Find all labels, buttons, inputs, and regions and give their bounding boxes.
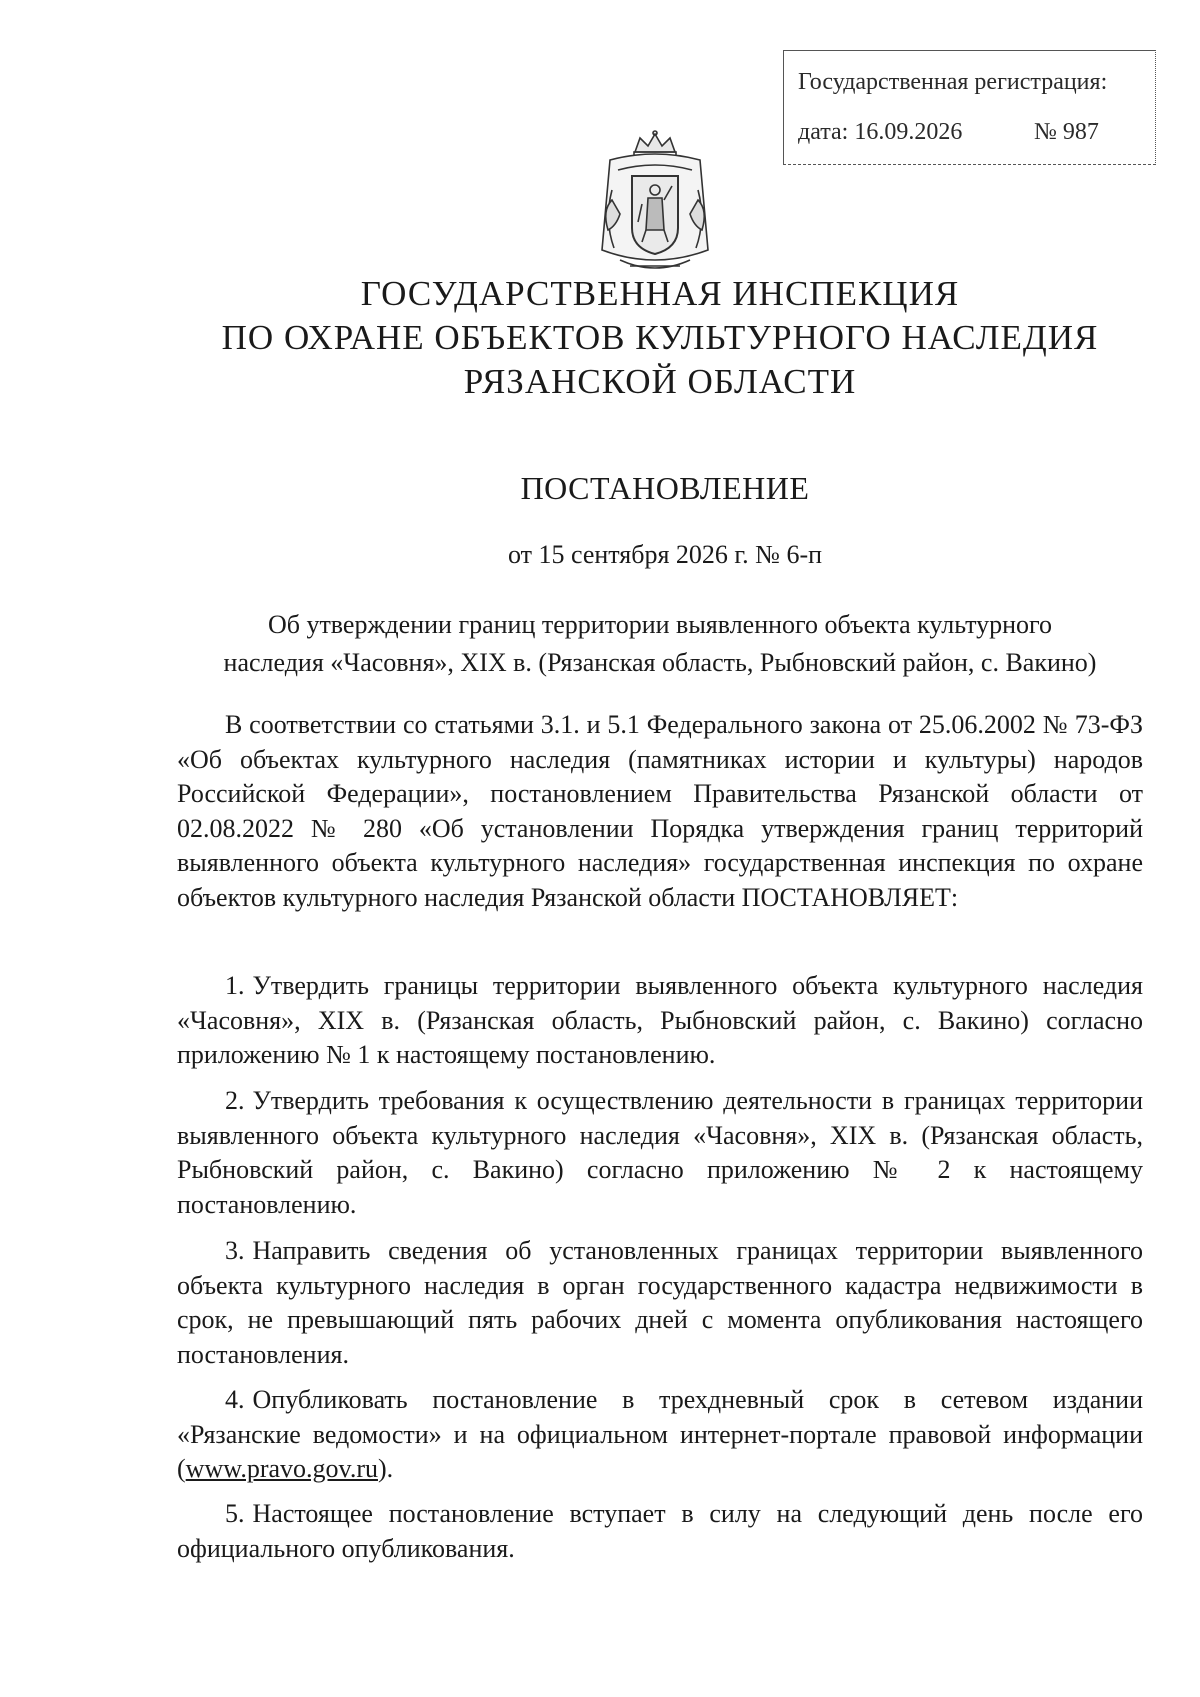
clause-text: Опубликовать постановление в трехдневный срок в сетевом издании «Рязанские ведомости» и на официальном интернет-портале правовой информации ( (177, 1385, 1143, 1483)
subject-line-1: Об утверждении границ территории выявленного объекта культурного (267, 610, 1053, 639)
clause-1 (177, 969, 1143, 1073)
clause-number: 3. (225, 1236, 245, 1265)
clause-4 (177, 1383, 1143, 1487)
organization-name (0, 272, 1200, 404)
registration-number: № 987 (1034, 119, 1099, 145)
organization-line-2: ПО ОХРАНЕ ОБЪЕКТОВ КУЛЬТУРНОГО НАСЛЕДИЯ (221, 318, 1099, 357)
clause-3 (177, 1234, 1143, 1372)
clause-number: 2. (225, 1086, 245, 1115)
clause-number: 1. (225, 971, 245, 1000)
pravo-portal-link[interactable]: www.pravo.gov.ru (185, 1454, 378, 1483)
document-type: ПОСТАНОВЛЕНИЕ (520, 470, 810, 506)
subject-line-2: наследия «Часовня», XIX в. (Рязанская область, Рыбновский район, с. Вакино) (223, 648, 1097, 677)
clause-text: Утвердить границы территории выявленного объекта культурного наследия «Часовня», XIX в. (Рязанская область, Рыбновский район, с. Вакино) согласно приложению № 1 к настоящему постановлению. (177, 971, 1143, 1069)
clause-text: Настоящее постановление вступает в силу на следующий день после его официального опубликования. (177, 1499, 1143, 1563)
clause-number: 4. (225, 1385, 245, 1414)
clause-text-end: ). (377, 1454, 394, 1483)
organization-line-1: ГОСУДАРСТВЕННАЯ ИНСПЕКЦИЯ (360, 274, 960, 313)
registration-title: Государственная регистрация: (798, 69, 1108, 95)
preamble-paragraph: В соответствии со статьями 3.1. и 5.1 Федерального закона от 25.06.2002 № 73-ФЗ «Об объектах культурного наследия (памятниках истории и культуры) народов Российской Федерации», постановлением Правительства Рязанской области от 02.08.2022 № 280 «Об установлении Порядка утверждения границ территорий выявленного объекта культурного наследия» государственная инспекция по охране объектов культурного наследия Рязанской области ПОСТАНОВЛЯЕТ: (177, 710, 1143, 912)
document-date-number: от 15 сентября 2026 г. № 6-п (507, 540, 823, 569)
registration-date: дата: 16.09.2026 (798, 119, 963, 145)
clause-2 (177, 1084, 1143, 1222)
registration-stamp (783, 50, 1156, 165)
clause-text: Направить сведения об установленных границах территории выявленного объекта культурного наследия в орган государственного кадастра недвижимости в срок, не превышающий пять рабочих дней с момента опубликования настоящего постановления. (177, 1236, 1143, 1369)
clause-text: Утвердить требования к осуществлению деятельности в границах территории выявленного объекта культурного наследия «Часовня», XIX в. (Рязанская область, Рыбновский район, с. Вакино) согласно приложению № 2 к настоящему постановлению. (177, 1086, 1143, 1219)
document-subject (170, 606, 1150, 682)
clause-5 (177, 1497, 1143, 1566)
coat-of-arms-icon (590, 130, 720, 280)
clause-number: 5. (225, 1499, 245, 1528)
organization-line-3: РЯЗАНСКОЙ ОБЛАСТИ (463, 362, 857, 401)
